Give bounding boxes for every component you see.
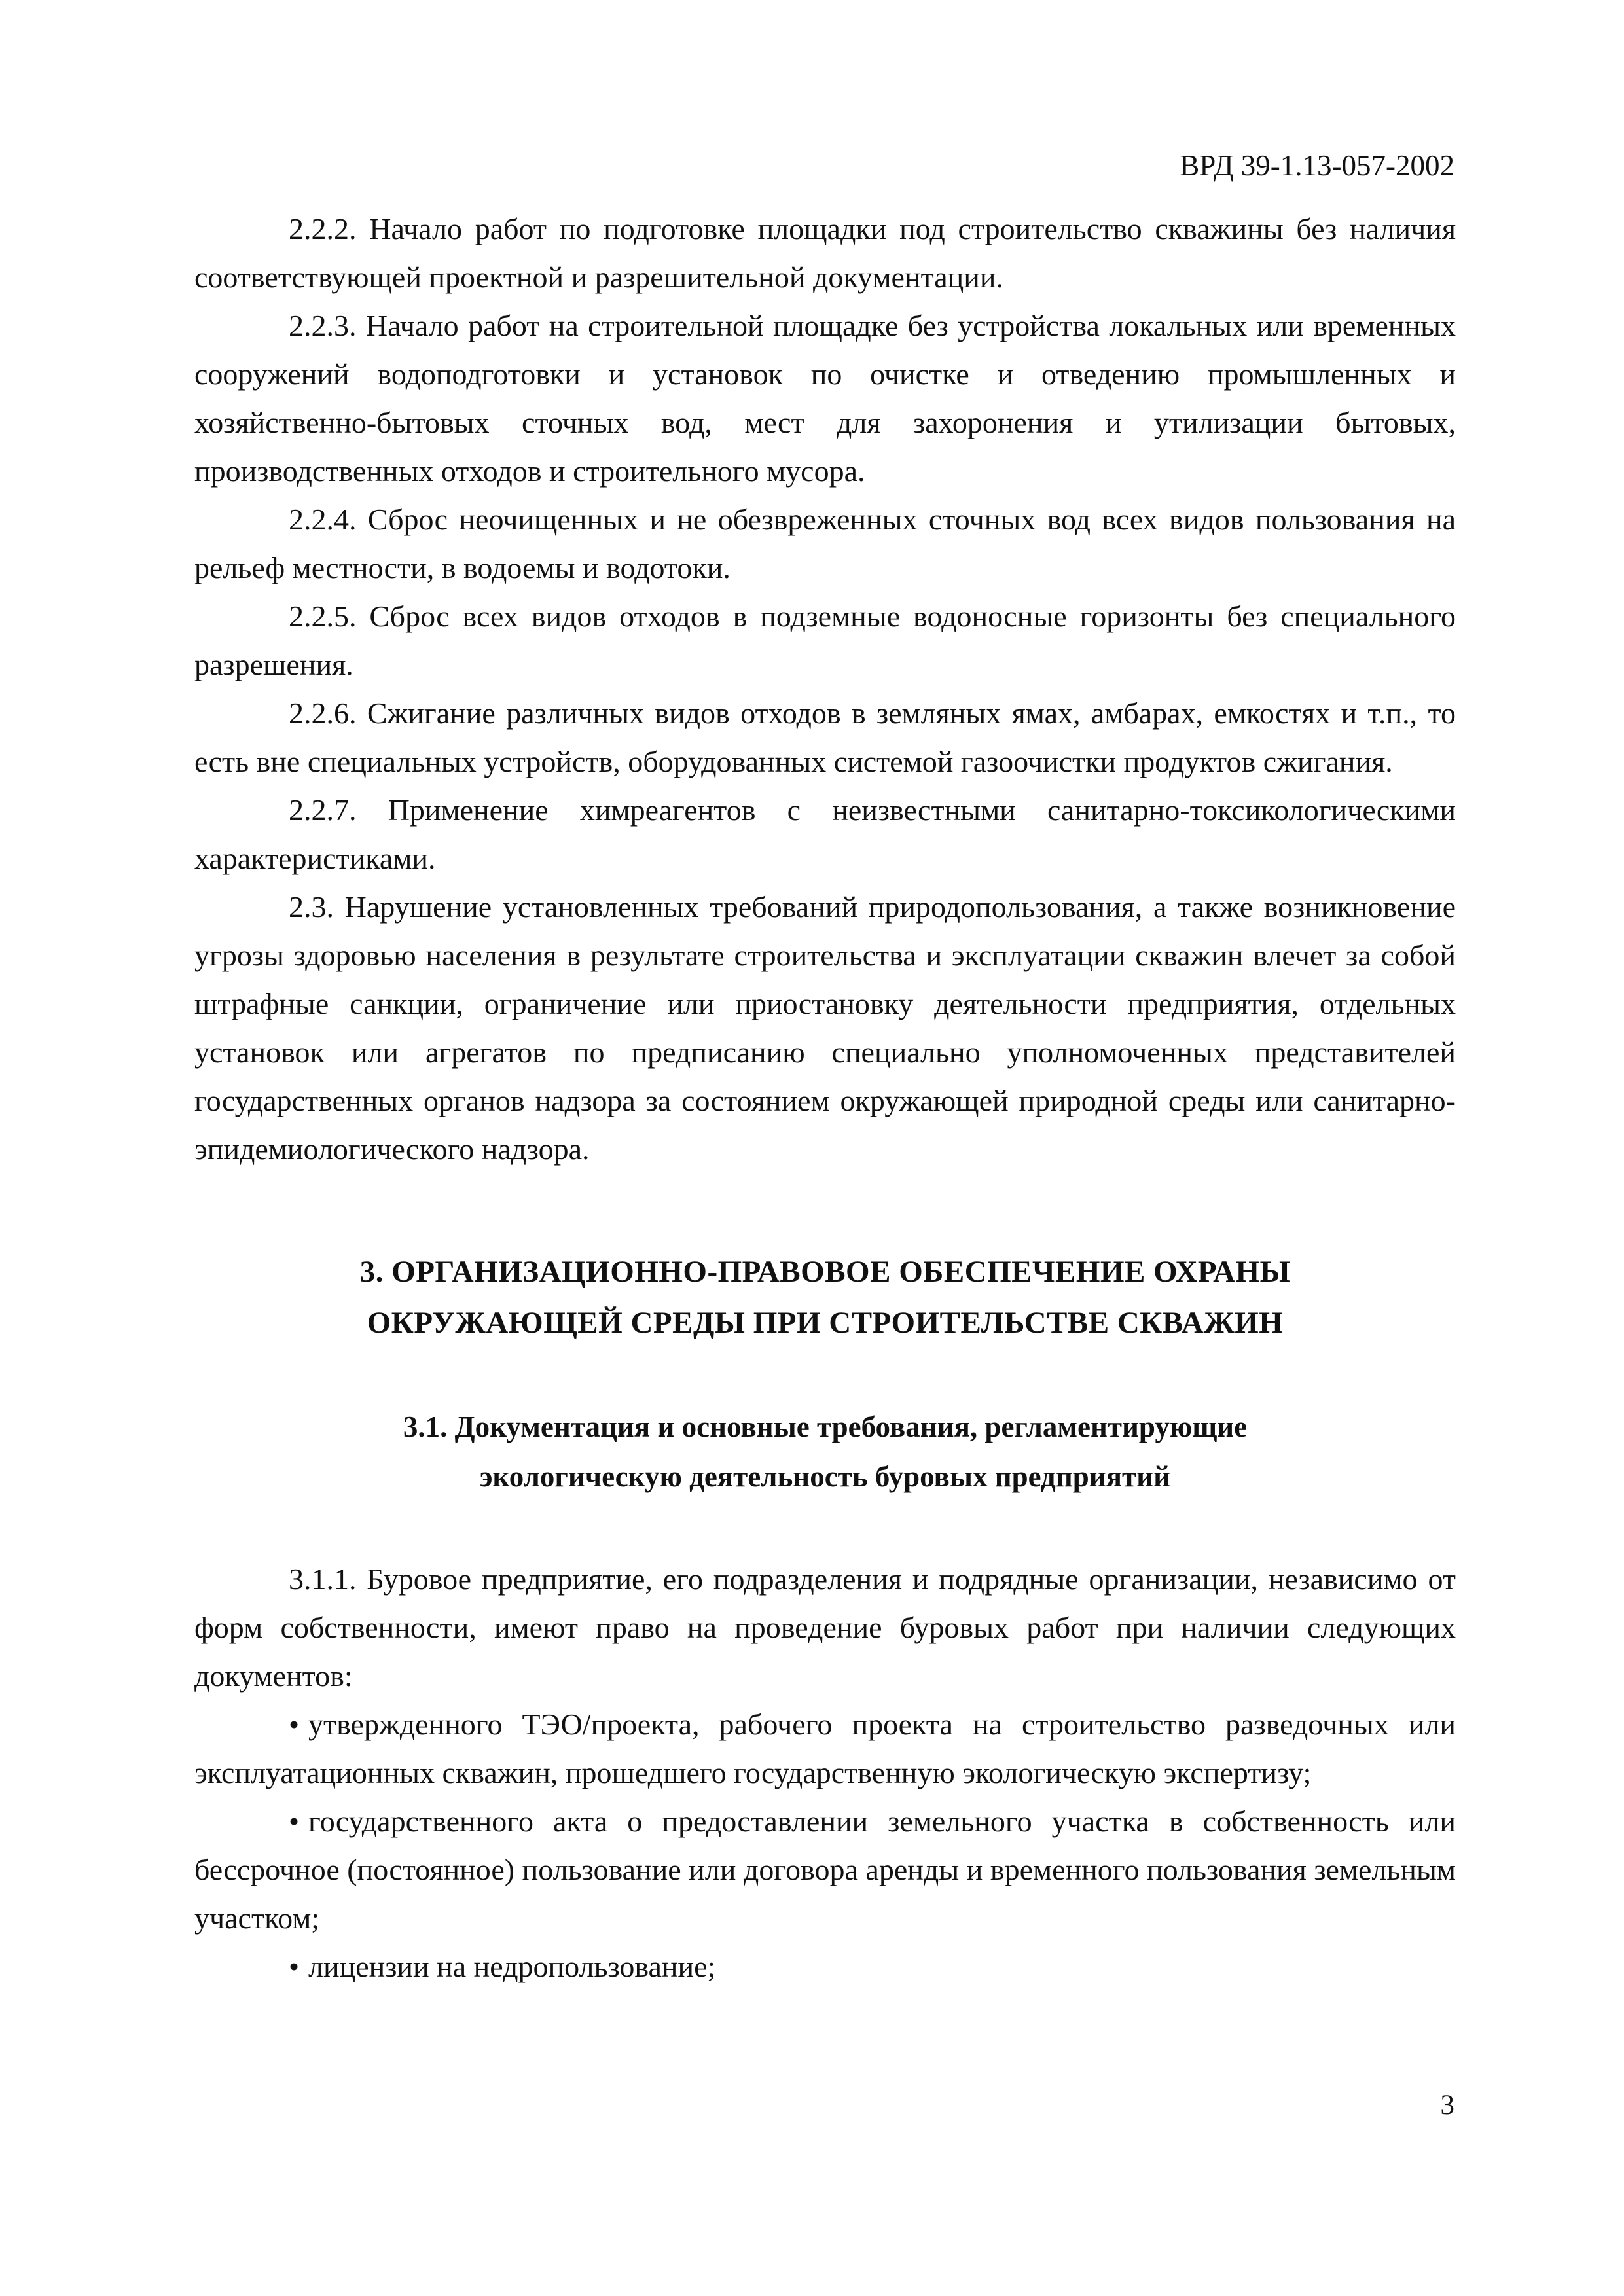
subsection-heading bbox=[194, 1402, 1456, 1501]
page-body bbox=[194, 205, 1456, 1991]
document-code: ВРД 39-1.13-057-2002 bbox=[1180, 149, 1454, 182]
paragraph-2-2-4: 2.2.4. Сброс неочищенных и не обезвреженных сточных вод всех видов пользования на рельеф местности, в водоемы и водотоки. bbox=[194, 503, 1456, 584]
paragraph-2-2-7: 2.2.7. Применение химреагентов с неизвестными санитарно-токсикологическими характеристиками. bbox=[194, 793, 1456, 875]
paragraph-2-2-6: 2.2.6. Сжигание различных видов отходов в земляных ямах, амбарах, емкостях и т.п., то есть вне специальных устройств, оборудованных системой газоочистки продуктов сжигания. bbox=[194, 696, 1456, 778]
subsection-heading-line-1: 3.1. Документация и основные требования, регламентирующие bbox=[403, 1410, 1248, 1443]
paragraph-2-2-2: 2.2.2. Начало работ по подготовке площадки под строительство скважины без наличия соответствующей проектной и разрешительной документации. bbox=[194, 212, 1456, 294]
section-heading bbox=[194, 1246, 1456, 1348]
list-item bbox=[194, 1797, 1456, 1943]
paragraph-2-3: 2.3. Нарушение установленных требований природопользования, а также возникновение угрозы здоровью населения в результате строительства и эксплуатации скважин влечет за собой штрафные санкции, ограничение или приостановку деятельности предприятия, отдельных установок или агрегатов по предписанию специально уполномоченных представителей государственных органов надзора за состоянием окружающей природной среды или санитарно-эпидемиологического надзора. bbox=[194, 890, 1456, 1166]
paragraph-2-2-5: 2.2.5. Сброс всех видов отходов в подземные водоносные горизонты без специального разрешения. bbox=[194, 600, 1456, 681]
spacer bbox=[194, 1501, 1456, 1555]
list-item bbox=[194, 1943, 1456, 1991]
subsection-heading-line-2: экологическую деятельность буровых предприятий bbox=[479, 1460, 1171, 1493]
list-item-text: утвержденного ТЭО/проекта, рабочего проекта на строительство разведочных или эксплуатационных скважин, прошедшего государственную экологическую экспертизу; bbox=[194, 1708, 1456, 1789]
list-item-text: государственного акта о предоставлении земельного участка в собственность или бессрочное (постоянное) пользование или договора аренды и временного пользования земельным участком; bbox=[194, 1804, 1456, 1935]
section-heading-line-1: 3. ОРГАНИЗАЦИОННО-ПРАВОВОЕ ОБЕСПЕЧЕНИЕ ОХРАНЫ bbox=[359, 1255, 1291, 1289]
bullet-icon: • bbox=[289, 1804, 300, 1838]
section-heading-line-2: ОКРУЖАЮЩЕЙ СРЕДЫ ПРИ СТРОИТЕЛЬСТВЕ СКВАЖИН bbox=[367, 1306, 1284, 1340]
paragraph-2-2-3: 2.2.3. Начало работ на строительной площадке без устройства локальных или временных сооружений водоподготовки и установок по очистке и отведению промышленных и хозяйственно-бытовых сточных вод, мест для захоронения и утилизации бытовых, производственных отходов и строительного мусора. bbox=[194, 309, 1456, 488]
bullet-icon: • bbox=[289, 1708, 300, 1741]
paragraph-3-1-1: 3.1.1. Буровое предприятие, его подразделения и подрядные организации, независимо от форм собственности, имеют право на проведение буровых работ при наличии следующих документов: bbox=[194, 1562, 1456, 1693]
list-item-text: лицензии на недропользование; bbox=[308, 1950, 716, 1983]
page-number: 3 bbox=[1440, 2090, 1454, 2121]
list-item bbox=[194, 1700, 1456, 1797]
bullet-icon: • bbox=[289, 1950, 300, 1983]
